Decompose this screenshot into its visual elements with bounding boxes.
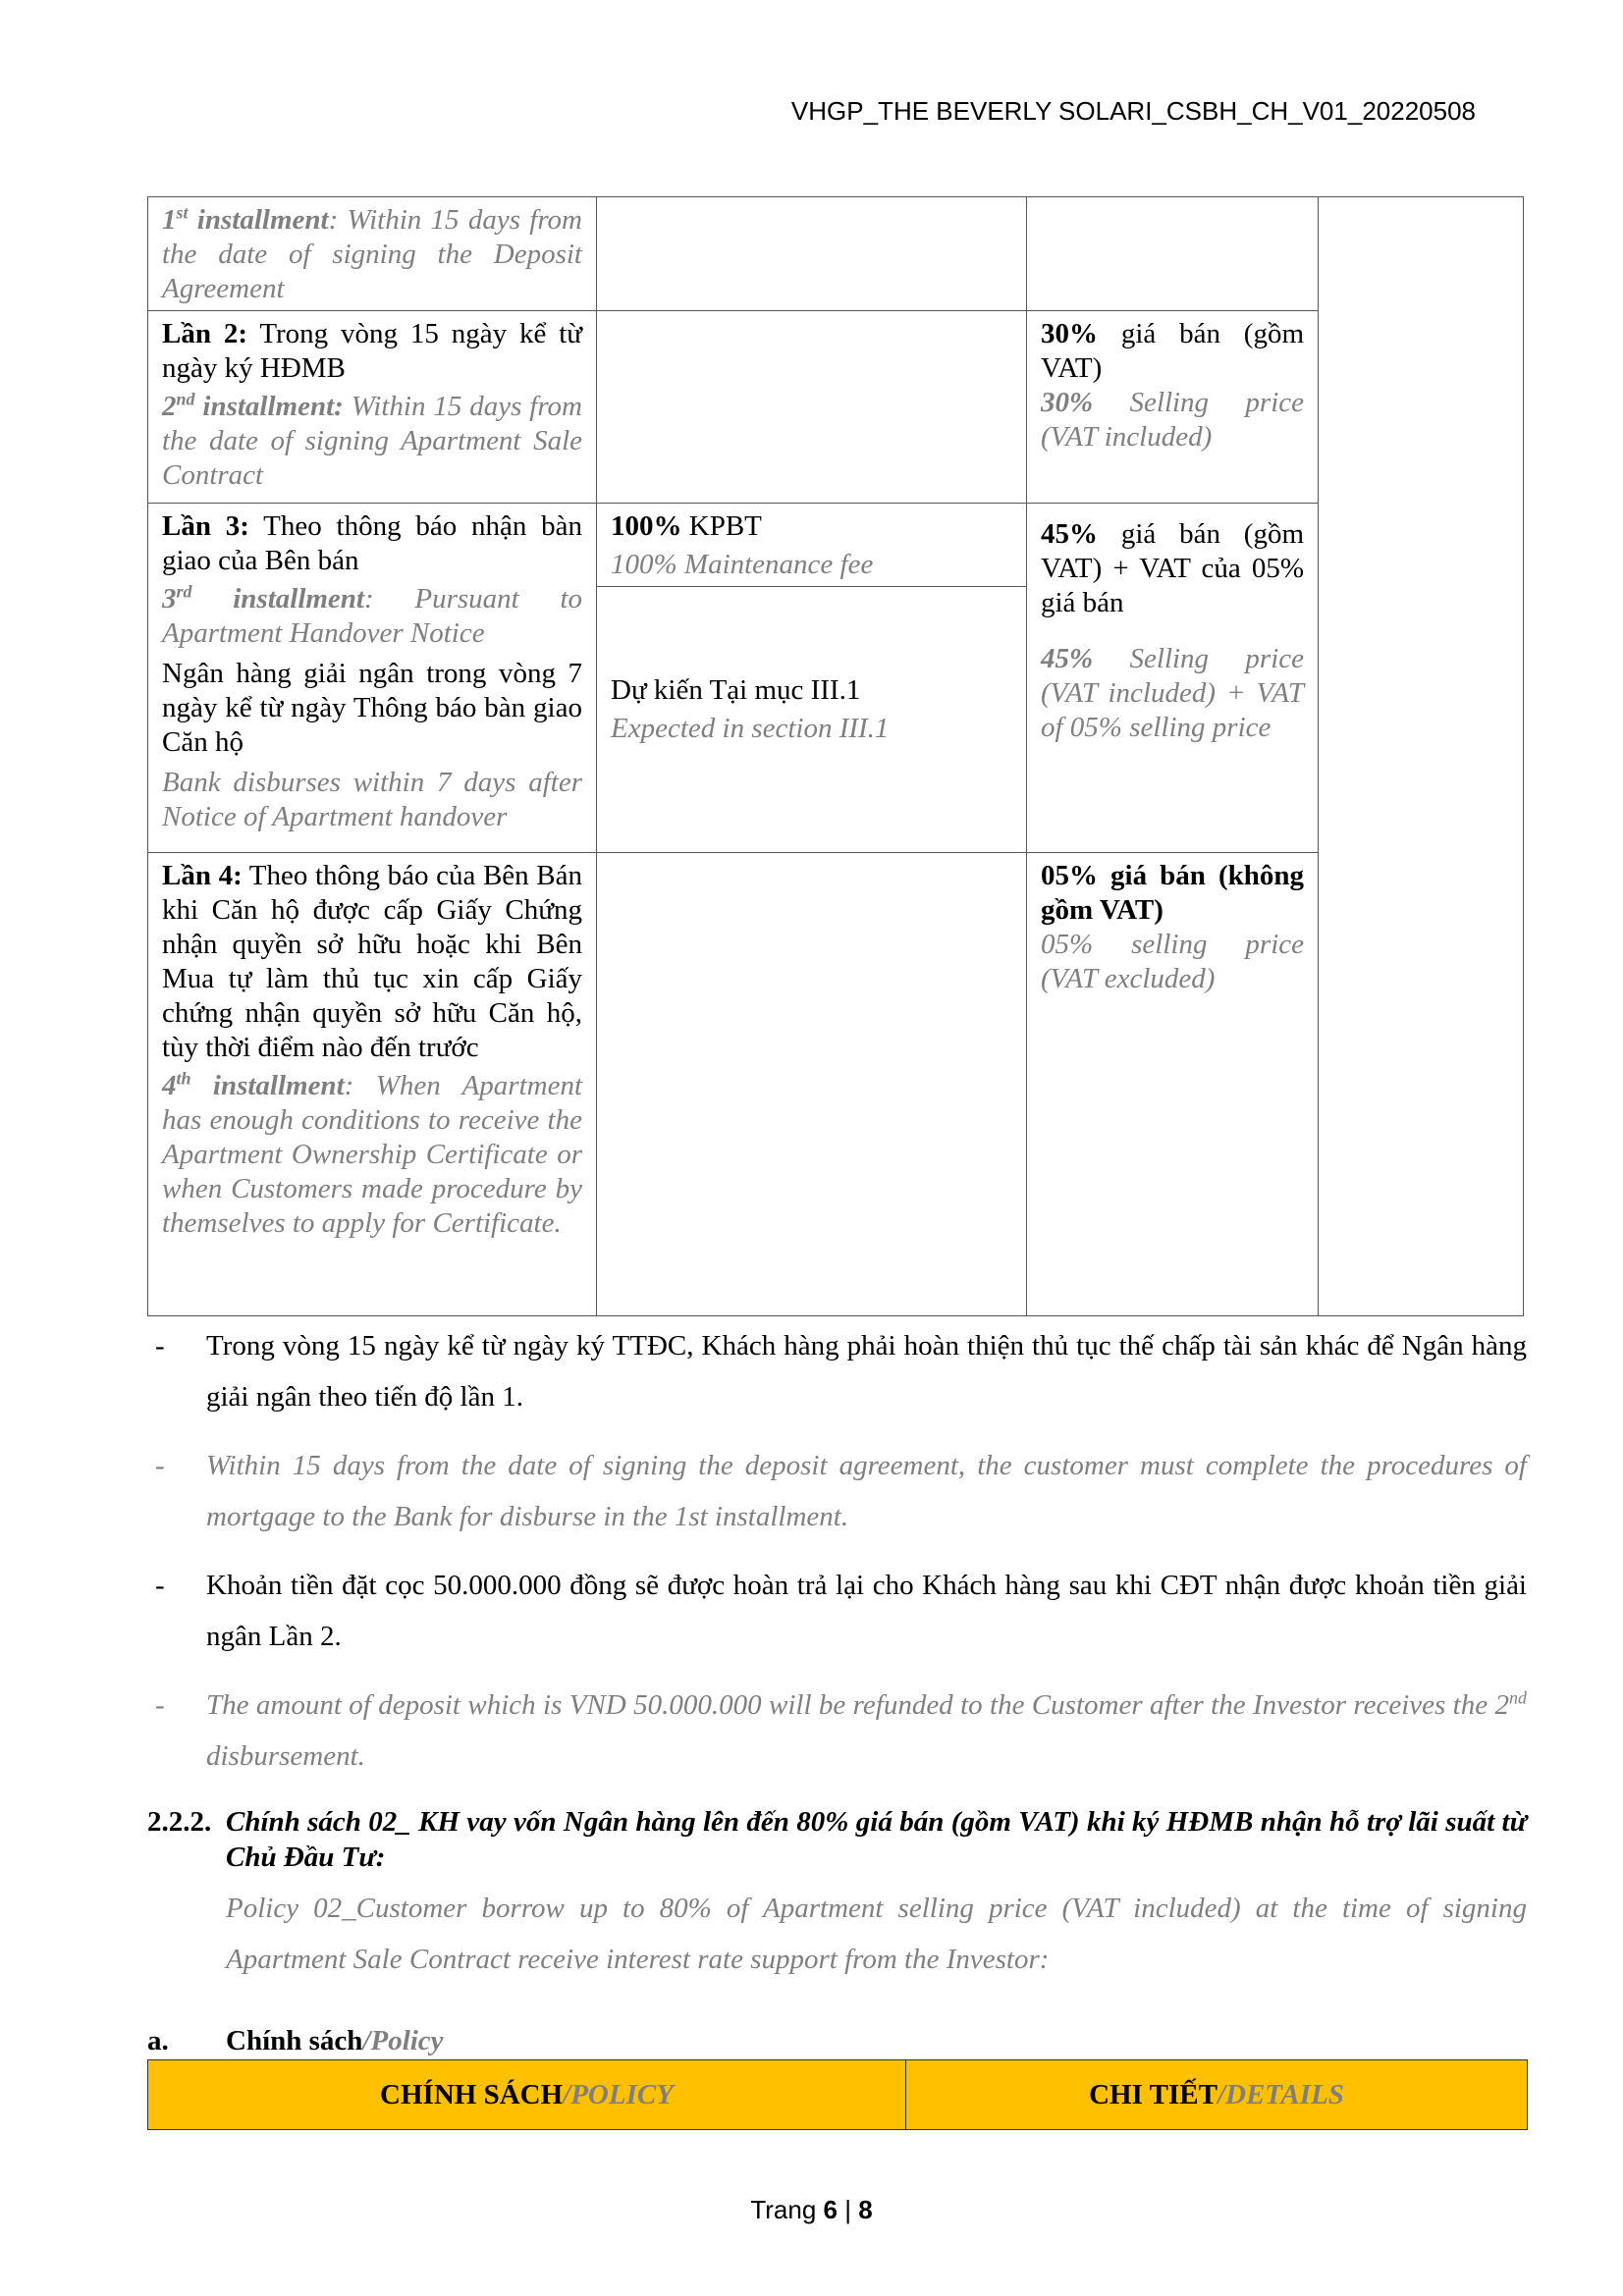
installment-1-cell <box>148 197 597 311</box>
table-row <box>148 2060 1528 2130</box>
policy-table <box>147 2059 1528 2130</box>
maintenance-fee-cell: 100% KPBT 100% Maintenance fee Dự kiến Tại mục III.1 Expected in section III.1 <box>597 504 1027 853</box>
installment-4-cell: Lần 4: Theo thông báo của Bên Bán khi Căn hộ được cấp Giấy Chứng nhận quyền sở hữu hoặc khi Bên Mua tự làm thủ tục xin cấp Giấy chứng nhận quyền sở hữu Căn hộ, tùy thời điểm nào đến trước 4th installment: When Apartment has enough conditions to receive the Apartment Ownership Certificate or when Customers made procedure by themselves to apply for Certificate. <box>148 853 597 1316</box>
installment-3-cell: Lần 3: Theo thông báo nhận bàn giao của Bên bán 3rd installment: Pursuant to Apartment Handover Notice Ngân hàng giải ngân trong vòng 7 ngày kể từ ngày Thông báo bàn giao Căn hộ Bank disburses within 7 days after Notice of Apartment handover <box>148 504 597 853</box>
section-2-2-2 <box>147 1804 1527 1985</box>
payment-schedule-table <box>147 196 1524 1316</box>
list-item: - The amount of deposit which is VND 50.000.000 will be refunded to the Customer after the Investor receives the 2nd disbursement. <box>155 1687 1527 1772</box>
installment-2-vi: Lần 2: Trong vòng 15 ngày kể từ ngày ký HĐMB <box>162 318 582 384</box>
document-header: VHGP_THE BEVERLY SOLARI_CSBH_CH_V01_20220508 <box>790 96 1476 126</box>
installment-3-rate-cell: 45% giá bán (gồm VAT) + VAT của 05% giá bán 45% Selling price (VAT included) + VAT of 05% selling price <box>1027 504 1319 853</box>
subsection-heading: a. Chính sách/Policy <box>147 2025 444 2056</box>
table-row <box>148 853 1524 1316</box>
installment-1-en: 1st installment: Within 15 days from the date of signing the Deposit Agreement <box>162 202 582 304</box>
installment-2-rate-cell: 30% giá bán (gồm VAT) 30% Selling price (VAT included) <box>1027 311 1319 504</box>
table-row <box>148 504 1524 853</box>
notes-list <box>147 1320 1527 1799</box>
section-title-en: Policy 02_Customer borrow up to 80% of Apartment selling price (VAT included) at the time of signing Apartment Sale Contract receive interest rate support from the Investor: <box>226 1893 1527 1975</box>
details-header: CHI TIẾT/DETAILS <box>906 2060 1528 2130</box>
list-item: - Within 15 days from the date of signing the deposit agreement, the customer must complete the procedures of mortgage to the Bank for disburse in the 1st installment. <box>155 1450 1527 1532</box>
installment-2-en: 2nd installment: Within 15 days from the date of signing Apartment Sale Contract <box>162 389 582 491</box>
installment-4-rate-cell: 05% giá bán (không gồm VAT) 05% selling price (VAT excluded) <box>1027 853 1319 1316</box>
section-title: 2.2.2. Chính sách 02_ KH vay vốn Ngân hàng lên đến 80% giá bán (gồm VAT) khi ký HĐMB nhận hỗ trợ lãi suất từ Chủ Đầu Tư: <box>147 1806 1527 1873</box>
table-row <box>148 311 1524 504</box>
table-row <box>148 197 1524 311</box>
page-footer: Trang 6 | 8 <box>750 2195 873 2224</box>
policy-header: CHÍNH SÁCH/POLICY <box>148 2060 906 2130</box>
list-item: - Trong vòng 15 ngày kể từ ngày ký TTĐC, Khách hàng phải hoàn thiện thủ tục thế chấp tài sản khác để Ngân hàng giải ngân theo tiến độ lần 1. <box>155 1330 1527 1413</box>
list-item: - Khoản tiền đặt cọc 50.000.000 đồng sẽ được hoàn trả lại cho Khách hàng sau khi CĐT nhận được khoản tiền giải ngân Lần 2. <box>155 1570 1527 1652</box>
installment-2-cell <box>148 311 597 504</box>
